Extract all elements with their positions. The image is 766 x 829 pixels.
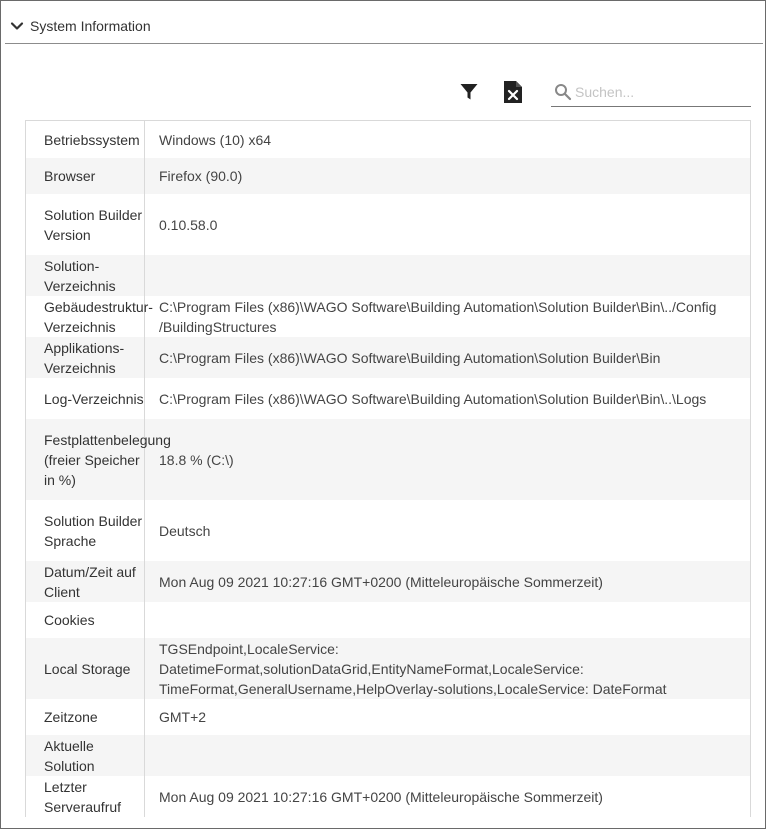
key-cell: Solution Builder Sprache — [26, 500, 145, 561]
key-cell: Cookies — [26, 602, 145, 638]
chevron-down-icon — [10, 19, 24, 33]
export-excel-button[interactable] — [502, 80, 524, 104]
key-cell: Letzter Serveraufruf — [26, 776, 145, 817]
key-cell: Browser — [26, 158, 145, 194]
value-cell: TGSEndpoint,LocaleService: DatetimeFormat,solutionDataGrid,EntityNameFormat,LocaleService: TimeFormat,GeneralUsername,HelpOverlay-solutions,LocaleService: DateFormat — [159, 640, 667, 697]
search-box — [551, 78, 751, 107]
key-cell: Solution Builder Version — [26, 194, 145, 255]
table-row — [26, 296, 750, 337]
table-row — [26, 194, 750, 255]
value-cell: Mon Aug 09 2021 10:27:16 GMT+0200 (Mitteleuropäische Sommerzeit) — [159, 788, 603, 805]
table-row — [26, 638, 750, 699]
search-input[interactable] — [575, 84, 745, 100]
value-cell: C:\Program Files (x86)\WAGO Software\Building Automation\Solution Builder\Bin\../Config /BuildingStructures — [159, 298, 717, 335]
value-cell: Mon Aug 09 2021 10:27:16 GMT+0200 (Mitteleuropäische Sommerzeit) — [159, 573, 603, 590]
table-row — [26, 337, 750, 378]
key-cell: Local Storage — [26, 638, 145, 699]
value-cell: GMT+2 — [159, 709, 207, 725]
key-cell: Gebäudestruktur-Verzeichnis — [26, 296, 145, 337]
table-row — [26, 255, 750, 296]
excel-file-icon — [503, 80, 523, 104]
key-cell: Solution-Verzeichnis — [26, 255, 145, 296]
value-cell: 0.10.58.0 — [159, 216, 218, 233]
value-cell: C:\Program Files (x86)\WAGO Software\Building Automation\Solution Builder\Bin — [159, 349, 661, 366]
value-cell: Firefox (90.0) — [159, 168, 243, 184]
table-row — [26, 776, 750, 817]
section-title: System Information — [30, 17, 151, 34]
table-row — [26, 602, 750, 638]
filter-icon — [459, 82, 479, 102]
value-cell — [145, 735, 750, 776]
key-cell: Datum/Zeit auf Client — [26, 561, 145, 602]
search-icon — [554, 83, 572, 101]
value-cell: Deutsch — [159, 522, 211, 539]
key-cell: Applikations-Verzeichnis — [26, 337, 145, 378]
table-row — [26, 735, 750, 776]
value-cell — [145, 602, 750, 638]
key-cell: Log-Verzeichnis — [26, 378, 145, 419]
table-row — [26, 419, 750, 500]
table-row — [26, 121, 750, 158]
value-cell — [145, 255, 750, 296]
table-row — [26, 699, 750, 735]
table-row — [26, 561, 750, 602]
system-information-header[interactable] — [5, 8, 763, 44]
value-cell: Windows (10) x64 — [159, 131, 272, 148]
key-cell: Zeitzone — [26, 699, 145, 735]
key-cell: Festplattenbelegung (freier Speicher in %) — [26, 419, 145, 500]
table-row — [26, 378, 750, 419]
key-cell: Aktuelle Solution — [26, 735, 145, 776]
filter-button[interactable] — [458, 81, 480, 103]
value-cell: C:\Program Files (x86)\WAGO Software\Building Automation\Solution Builder\Bin\..\Logs — [159, 390, 707, 407]
table-row — [26, 158, 750, 194]
key-cell: Betriebssystem — [26, 121, 145, 158]
value-cell: 18.8 % (C:\) — [159, 451, 234, 468]
table-row — [26, 500, 750, 561]
system-info-grid — [25, 120, 751, 817]
